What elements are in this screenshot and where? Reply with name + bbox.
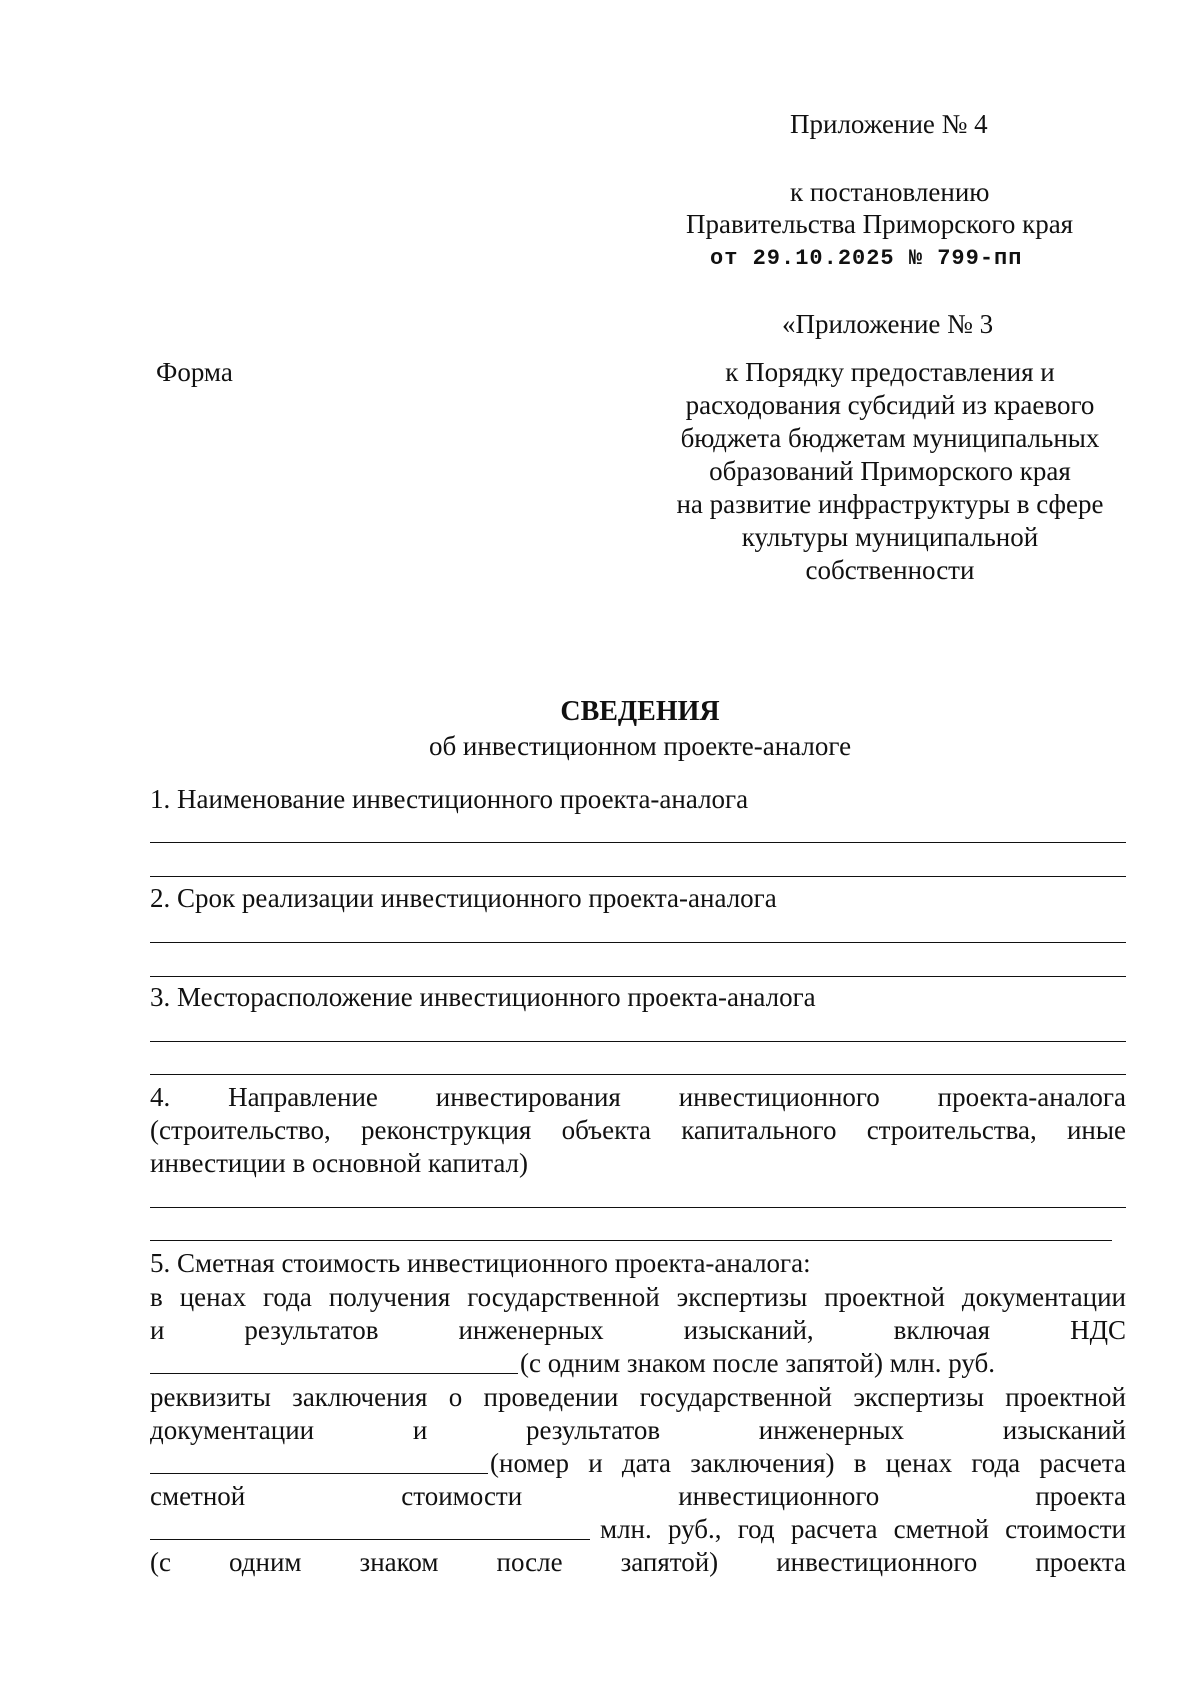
document-title: СВЕДЕНИЯ	[560, 696, 720, 727]
item-5-label: 5. Сметная стоимость инвестиционного проекта-аналога:	[150, 1248, 811, 1278]
item-4-line-fill-1[interactable]	[150, 1207, 1126, 1208]
item-2-line-1[interactable]	[150, 942, 1126, 943]
item-5-conclusion-field[interactable]	[150, 1473, 488, 1474]
item-1-label: 1. Наименование инвестиционного проекта-аналога	[150, 784, 749, 814]
item-3-line-2[interactable]	[150, 1074, 1126, 1075]
item-5-line-9: (с одним знаком после запятой) инвестиционного проекта	[150, 1547, 1126, 1577]
item-5-line-2: и результатов инженерных изысканий, включая НДС	[150, 1315, 1126, 1345]
item-5-line-8: млн. руб., год расчета сметной стоимости	[600, 1514, 1126, 1544]
item-5-calc-cost-field[interactable]	[150, 1539, 590, 1540]
item-2-label: 2. Срок реализации инвестиционного проекта-аналога	[150, 883, 777, 913]
item-1-line-2[interactable]	[150, 876, 1126, 877]
order-line: культуры муниципальной	[741, 522, 1039, 552]
order-line: на развитие инфраструктуры в сфере	[676, 489, 1104, 519]
order-line: к Порядку предоставления и	[725, 357, 1055, 387]
item-5-line-5: документации и результатов инженерных изысканий	[150, 1415, 1126, 1445]
prev-appendix: «Приложение № 3	[782, 309, 994, 339]
item-1-line-1[interactable]	[150, 842, 1126, 843]
to-resolution: к постановлению	[790, 177, 990, 207]
item-2-line-2[interactable]	[150, 976, 1126, 977]
item-5-line-1: в ценах года получения государственной экспертизы проектной документации	[150, 1282, 1126, 1312]
item-4-line-fill-2[interactable]	[150, 1240, 1112, 1241]
item-3-label: 3. Месторасположение инвестиционного проекта-аналога	[150, 982, 816, 1012]
order-line: собственности	[805, 555, 975, 585]
item-5-line-7: сметной стоимости инвестиционного проекта	[150, 1481, 1126, 1511]
order-line: бюджета бюджетам муниципальных	[680, 423, 1100, 453]
order-reference	[660, 356, 1120, 587]
item-3-line-1[interactable]	[150, 1041, 1126, 1042]
form-label: Форма	[156, 357, 233, 387]
item-5-line-3: (с одним знаком после запятой) млн. руб.	[520, 1348, 995, 1378]
government-name: Правительства Приморского края	[686, 209, 1074, 239]
item-5-line-4: реквизиты заключения о проведении государственной экспертизы проектной	[150, 1382, 1126, 1412]
resolution-date-number: от 29.10.2025 № 799-пп	[710, 246, 1023, 271]
order-line: образований Приморского края	[709, 456, 1071, 486]
document-subtitle: об инвестиционном проекте-аналоге	[428, 731, 852, 761]
item-4-line-2: (строительство, реконструкция объекта капитального строительства, иные	[150, 1115, 1126, 1145]
item-5-cost-field[interactable]	[150, 1373, 518, 1374]
order-line: расходования субсидий из краевого	[685, 390, 1095, 420]
appendix-title: Приложение № 4	[790, 109, 988, 139]
item-4-line-3: инвестиции в основной капитал)	[150, 1148, 529, 1178]
item-5-line-6: (номер и дата заключения) в ценах года расчета	[490, 1448, 1126, 1478]
item-4-line-1: 4. Направление инвестирования инвестиционного проекта-аналога	[150, 1082, 1126, 1112]
